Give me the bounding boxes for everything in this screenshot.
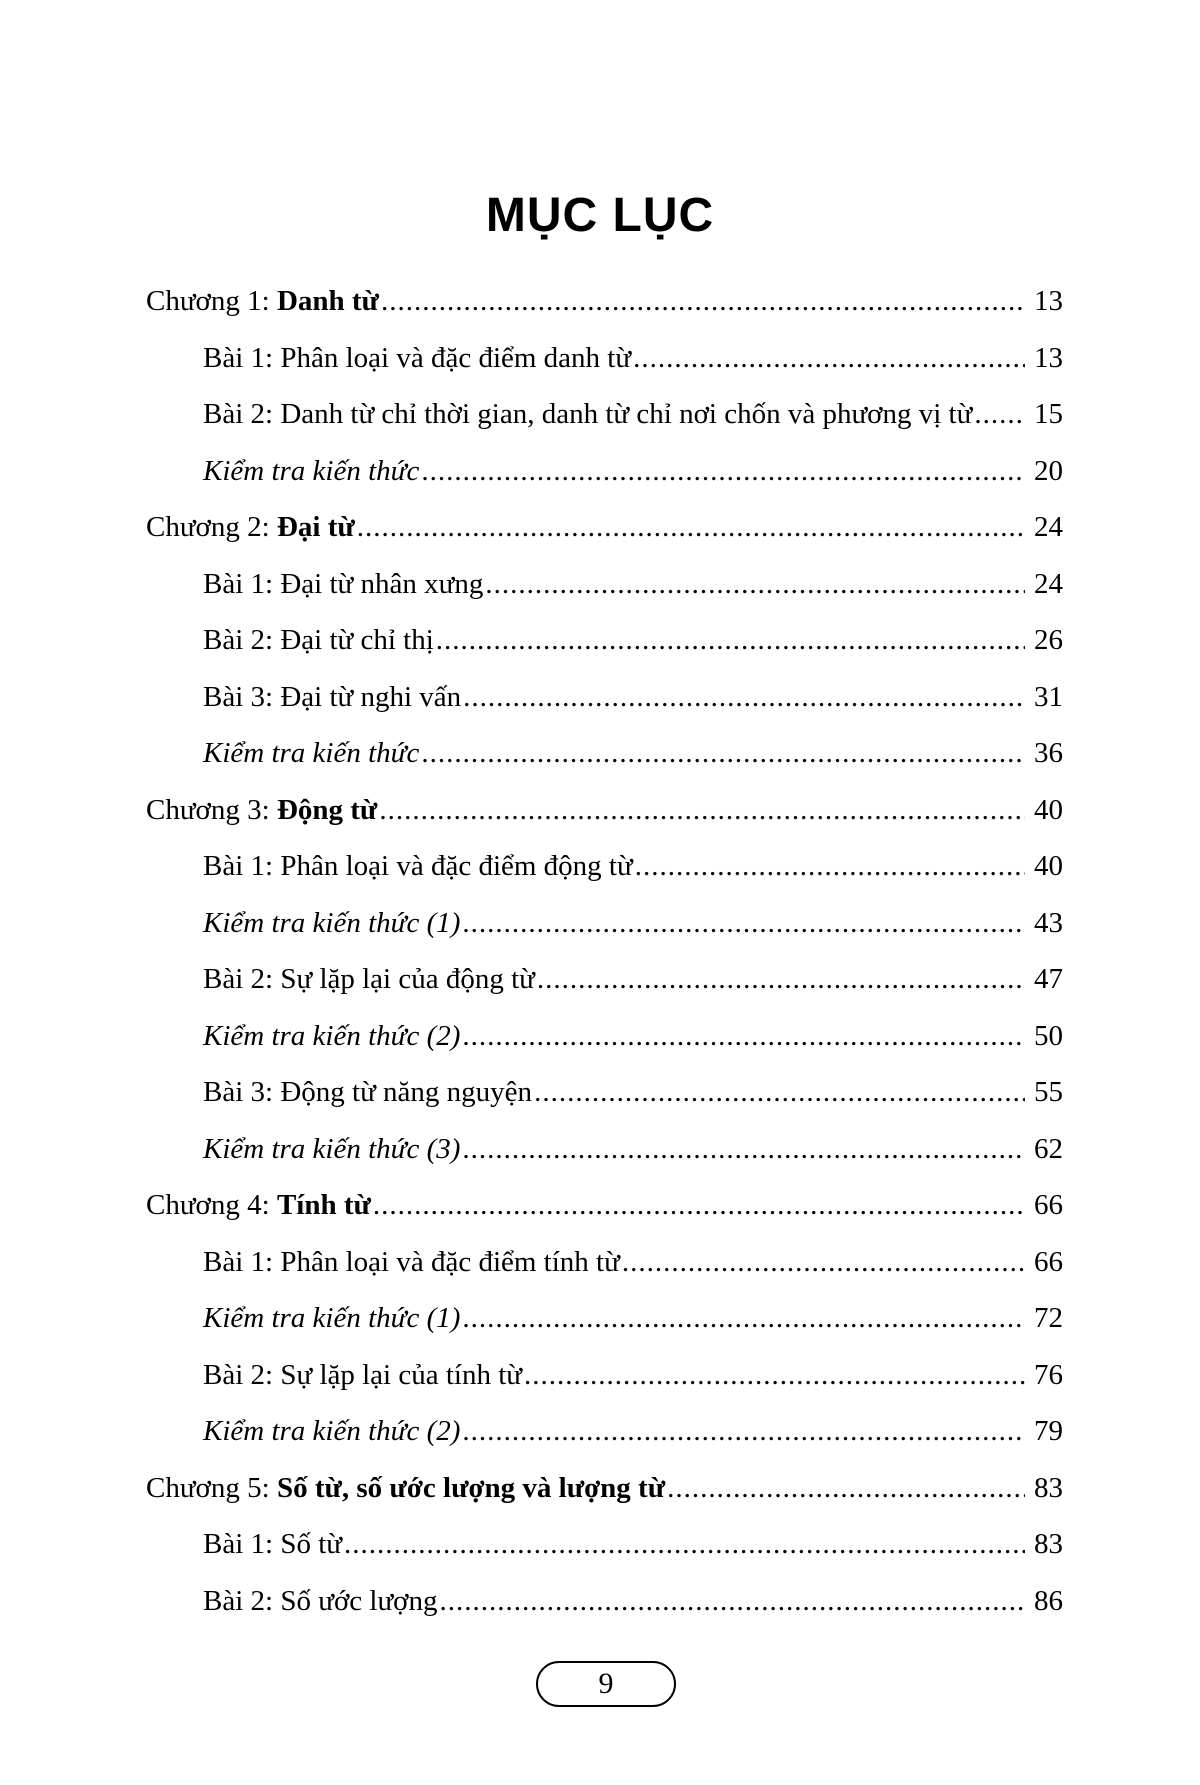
toc-lesson-entry bbox=[203, 386, 1063, 442]
toc-entry-title: Kiểm tra kiến thức (2) bbox=[203, 1020, 461, 1052]
dot-leader bbox=[622, 1234, 1025, 1290]
toc-lesson-entry bbox=[203, 951, 1063, 1007]
dot-leader bbox=[462, 1008, 1025, 1064]
toc-lesson-entry bbox=[203, 669, 1063, 725]
dot-leader bbox=[421, 443, 1025, 499]
toc-entry-page: 79 bbox=[1034, 1415, 1063, 1447]
toc-entry-title: Phân loại và đặc điểm danh từ bbox=[280, 342, 632, 374]
toc-entry-prefix: Chương 2: bbox=[146, 511, 277, 543]
dot-leader bbox=[436, 612, 1025, 668]
toc-entry-title: Sự lặp lại của động từ bbox=[280, 963, 535, 995]
toc-entry-title: Đại từ nghi vấn bbox=[280, 681, 462, 713]
toc-chapter-entry bbox=[146, 499, 1063, 555]
toc-entry-page: 43 bbox=[1034, 907, 1063, 939]
toc-entry-prefix: Bài 2: bbox=[203, 963, 281, 995]
toc-entry-page: 83 bbox=[1034, 1528, 1063, 1560]
toc-entry-page: 66 bbox=[1034, 1189, 1063, 1221]
toc-entry-page: 72 bbox=[1034, 1302, 1063, 1334]
toc-entry-title: Kiểm tra kiến thức bbox=[203, 737, 420, 769]
toc-chapter-entry bbox=[146, 782, 1063, 838]
toc-entry-prefix: Chương 3: bbox=[146, 794, 277, 826]
dot-leader bbox=[667, 1460, 1025, 1516]
dot-leader bbox=[485, 556, 1025, 612]
toc-entry-page: 76 bbox=[1034, 1359, 1063, 1391]
toc-chapter-entry bbox=[146, 1177, 1063, 1233]
toc-entry-title: Sự lặp lại của tính từ bbox=[280, 1359, 522, 1391]
toc-lesson-entry bbox=[203, 1573, 1063, 1629]
dot-leader bbox=[421, 725, 1025, 781]
toc-lesson-entry bbox=[203, 1290, 1063, 1346]
toc-entry-prefix: Bài 1: bbox=[203, 568, 281, 600]
toc-entry-page: 66 bbox=[1034, 1246, 1063, 1278]
toc-lesson-entry bbox=[203, 725, 1063, 781]
toc-entry-title: Đại từ nhân xưng bbox=[280, 568, 484, 600]
dot-leader bbox=[534, 1064, 1025, 1120]
dot-leader bbox=[633, 330, 1025, 386]
toc-lesson-entry bbox=[203, 1008, 1063, 1064]
toc-lesson-entry bbox=[203, 1064, 1063, 1120]
toc-entry-title: Kiểm tra kiến thức bbox=[203, 455, 420, 487]
toc-entry-prefix: Bài 2: bbox=[203, 398, 281, 430]
page-number: 9 bbox=[536, 1661, 676, 1707]
toc-lesson-entry bbox=[203, 443, 1063, 499]
toc-entry-page: 36 bbox=[1034, 737, 1063, 769]
toc-entry-prefix: Chương 4: bbox=[146, 1189, 277, 1221]
toc-entry-title: Đại từ bbox=[276, 511, 355, 543]
toc-entry-title: Phân loại và đặc điểm tính từ bbox=[280, 1246, 620, 1278]
toc-entry-prefix: Bài 1: bbox=[203, 342, 281, 374]
toc-lesson-entry bbox=[203, 838, 1063, 894]
toc-entry-prefix: Bài 3: bbox=[203, 1076, 281, 1108]
toc-entry-page: 86 bbox=[1034, 1585, 1063, 1617]
toc-entry-title: Kiểm tra kiến thức (1) bbox=[203, 1302, 461, 1334]
toc-entry-prefix: Bài 2: bbox=[203, 1359, 281, 1391]
toc-entry-prefix: Bài 3: bbox=[203, 681, 281, 713]
dot-leader bbox=[373, 1177, 1025, 1233]
dot-leader bbox=[524, 1347, 1025, 1403]
toc-lesson-entry bbox=[203, 556, 1063, 612]
dot-leader bbox=[440, 1573, 1025, 1629]
toc-entry-title: Danh từ bbox=[276, 285, 379, 317]
dot-leader bbox=[635, 838, 1025, 894]
dot-leader bbox=[344, 1516, 1025, 1572]
toc-entry-title: Số từ bbox=[280, 1528, 342, 1560]
toc-lesson-entry bbox=[203, 612, 1063, 668]
toc-entry-title: Kiểm tra kiến thức (1) bbox=[203, 907, 461, 939]
toc-entry-page: 24 bbox=[1034, 568, 1063, 600]
dot-leader bbox=[462, 1403, 1025, 1459]
toc-entry-page: 24 bbox=[1034, 511, 1063, 543]
dot-leader bbox=[379, 782, 1025, 838]
toc-entry-page: 47 bbox=[1034, 963, 1063, 995]
toc-entry-prefix: Chương 5: bbox=[146, 1472, 277, 1504]
toc-entry-title: Số từ, số ước lượng và lượng từ bbox=[276, 1472, 666, 1504]
toc-entry-page: 83 bbox=[1034, 1472, 1063, 1504]
toc-entry-title: Kiểm tra kiến thức (2) bbox=[203, 1415, 461, 1447]
toc-entry-title: Số ước lượng bbox=[280, 1585, 438, 1617]
toc-entry-page: 13 bbox=[1034, 285, 1063, 317]
toc-entry-page: 55 bbox=[1034, 1076, 1063, 1108]
dot-leader bbox=[974, 386, 1025, 442]
toc-lesson-entry bbox=[203, 330, 1063, 386]
toc-entry-prefix: Bài 2: bbox=[203, 1585, 281, 1617]
toc-lesson-entry bbox=[203, 1234, 1063, 1290]
toc-entry-page: 62 bbox=[1034, 1133, 1063, 1165]
toc-entry-prefix: Bài 1: bbox=[203, 1246, 281, 1278]
toc-entry-page: 40 bbox=[1034, 850, 1063, 882]
dot-leader bbox=[462, 1121, 1025, 1177]
toc-entry-page: 15 bbox=[1034, 398, 1063, 430]
toc-chapter-entry bbox=[146, 273, 1063, 329]
dot-leader bbox=[462, 1290, 1025, 1346]
toc-entry-title: Phân loại và đặc điểm động từ bbox=[280, 850, 633, 882]
toc-lesson-entry bbox=[203, 1516, 1063, 1572]
toc-entry-prefix: Chương 1: bbox=[146, 285, 277, 317]
toc-lesson-entry bbox=[203, 1347, 1063, 1403]
dot-leader bbox=[463, 669, 1025, 725]
toc-entry-page: 40 bbox=[1034, 794, 1063, 826]
toc-entry-prefix: Bài 1: bbox=[203, 850, 281, 882]
toc-chapter-entry bbox=[146, 1460, 1063, 1516]
dot-leader bbox=[381, 273, 1025, 329]
dot-leader bbox=[462, 895, 1025, 951]
toc-entry-page: 13 bbox=[1034, 342, 1063, 374]
toc-entry-title: Động từ bbox=[276, 794, 378, 826]
toc-entry-title: Đại từ chỉ thị bbox=[280, 624, 434, 656]
toc-entry-title: Động từ năng nguyện bbox=[280, 1076, 533, 1108]
toc-entry-prefix: Bài 1: bbox=[203, 1528, 281, 1560]
dot-leader bbox=[357, 499, 1025, 555]
toc-entry-prefix: Bài 2: bbox=[203, 624, 281, 656]
toc-entry-title: Tính từ bbox=[276, 1189, 371, 1221]
toc-lesson-entry bbox=[203, 895, 1063, 951]
toc-entry-title: Kiểm tra kiến thức (3) bbox=[203, 1133, 461, 1165]
toc-entry-page: 26 bbox=[1034, 624, 1063, 656]
toc-lesson-entry bbox=[203, 1121, 1063, 1177]
toc-entry-page: 50 bbox=[1034, 1020, 1063, 1052]
toc-entry-title: Danh từ chỉ thời gian, danh từ chỉ nơi chốn và phương vị từ bbox=[280, 398, 973, 430]
toc-lesson-entry bbox=[203, 1403, 1063, 1459]
dot-leader bbox=[537, 951, 1025, 1007]
toc-entry-page: 20 bbox=[1034, 455, 1063, 487]
page-title: MỤC LỤC bbox=[485, 189, 715, 242]
toc-entry-page: 31 bbox=[1034, 681, 1063, 713]
